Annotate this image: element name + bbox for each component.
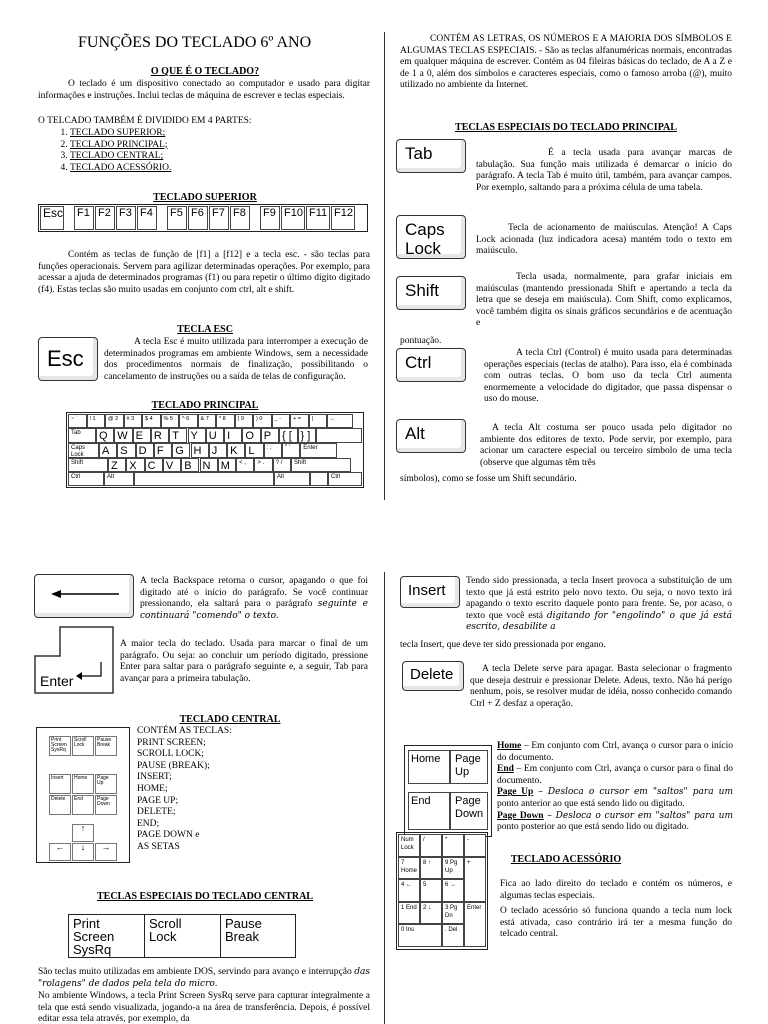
nav-key-pagedown: Page Down [450,792,488,830]
kb-key: Alt [274,472,310,486]
central-keys-diagram [36,727,130,863]
mini-key-pagedown: Page Down [95,795,117,815]
right-arrow-icon: → [95,843,117,861]
enter-key-label: Enter [40,673,74,689]
key-f3: F3 [116,206,136,230]
parts-list [38,128,370,174]
windows-paragraph: No ambiente Windows, a tecla Print Screen SysRq serve para capturar integralmente a tela que está sendo visualizada, jogando-a na área de transferência. Depois, é possível editar essa tela através, por exemplo, da [38,991,370,1024]
kb-key: : ; [264,443,282,458]
numpad-key: 2 ↓ [420,902,442,925]
dos-paragraph [38,967,370,990]
nav-key-end: End [408,792,450,830]
numpad-key: 4 ← [398,879,420,902]
kb-key: A [99,443,117,458]
definition: ponto anterior ao que está sendo lido ou digitado. [497,798,685,809]
insert-paragraph-end: tecla Insert, que deve ter sido pressionada por engano. [400,640,606,650]
kb-key: Y [188,428,206,443]
kb-key: ← [327,414,353,428]
kb-key: & 7 [198,414,217,428]
kb-key: Shift [68,458,108,472]
key-f7: F7 [209,206,229,230]
kb-key: I [224,428,242,443]
kb-key: D [136,443,154,458]
numpad-key: 5 [420,879,442,902]
nav-keys-diagram [404,745,492,837]
nav-key-home: Home [408,750,450,784]
kb-key: Shift [291,458,351,472]
kb-key: Z [108,458,126,472]
kb-key: P [261,428,279,443]
numpad-key: Enter [464,902,486,947]
numpad-diagram [396,832,488,950]
pagedown-description [497,811,733,834]
kb-key: > . [254,458,272,472]
alt-paragraph-end: símbolos), como se fosse um Shift secundário. [400,474,577,484]
kb-key: Q [96,428,114,443]
kb-key: H [191,443,209,458]
numpad-key: 3 Pg Dn [442,902,464,925]
key-label: Pause [225,916,262,931]
kb-key: B [181,458,199,472]
key-esc: Esc [40,206,64,230]
numpad-key: . Del [442,924,464,947]
divided-line: O TELCADO TAMBÉM É DIVIDIDO EM 4 PARTES: [38,116,252,126]
kb-key: ( 9 [235,414,254,428]
kb-key: O [242,428,260,443]
mini-key-scrolllock: Scroll Lock [72,736,94,756]
kb-key: _ - [272,414,291,428]
page-title: FUNÇÕES DO TECLADO 6º ANO [78,34,312,51]
term: Page Up [497,787,534,798]
section-heading-main-keyboard: TECLADO PRINCIPAL [151,400,259,411]
key-label: Lock [149,929,177,944]
backspace-handwritten: seguinte e continuará "comendo" o texto. [140,599,369,621]
insert-paragraph [466,576,732,634]
pageup-description [497,787,733,810]
main-keyboard-diagram [66,412,364,488]
list-item: PRINT SCREEN; [137,737,206,748]
key-f6: F6 [188,206,208,230]
insert-key-icon: Insert [400,576,460,608]
alt-key-icon: Alt [396,419,466,453]
key-f9: F9 [260,206,280,230]
insert-text: Tendo sido pressionada, a tecla Insert provoca a substituição de um texto que já está estrito pelo novo texto. Ou seja, o novo texto irá apagando o texto escrito daquele ponto para frente. Se, por acaso, o texto que você está [466,576,732,621]
kb-key: F [154,443,172,458]
key-f10: F10 [281,206,305,230]
column-divider [384,32,385,500]
key-f2: F2 [95,206,115,230]
esc-paragraph: A tecla Esc é muito utilizada para interromper a execução de determinados programas em ambiente Windows, sem a necessidade dos procedimentos normais de finalização, possibilitando o cancelamento de instruções ou a saída de telas de configuração. [104,337,368,382]
insert-handwritten: digitando for "engolindo" o que já está escrito, desabilite a [466,610,733,633]
dos-text: São teclas muito utilizadas em ambiente DOS, servindo para avanço e interrupção [38,967,352,977]
key-label: SysRq [73,942,112,957]
key-f4: F4 [137,206,157,230]
numpad-key: 8 ↑ [420,857,442,880]
numpad-key: Num Lock [398,834,420,857]
definition: ponto posterior ao que está sendo lido ou digitado. [497,822,689,833]
kb-key: $ 4 [142,414,161,428]
backspace-text: A tecla Backspace retorna o cursor, apagando o que foi digitado até o início do parágrafo. Se você continuar pressionando, ela saltará para o parágrafo [140,576,368,610]
section-heading-special-main: TECLAS ESPECIAIS DO TECLADO PRINCIPAL [455,122,677,133]
term: End [497,764,514,775]
pause-key [221,915,295,957]
mini-key-printscreen: Print Screen SysRq [49,736,71,756]
kb-key: Enter [300,443,337,458]
kb-key [316,428,362,443]
definition: – Desloca o cursor em "saltos" para um [543,810,733,821]
numpad-key: 1 End [398,902,420,925]
definition: – Em conjunto com Ctrl, avança o cursor para o início do documento. [497,741,733,763]
key-f12: F12 [331,206,355,230]
section-heading-special-central: TECLAS ESPECIAIS DO TECLADO CENTRAL [97,891,313,902]
kb-key: ~ ` [68,414,87,428]
section-heading-accessory: TECLADO ACESSÓRIO [510,854,622,865]
kb-key: Ctrl [328,472,362,486]
enter-paragraph: A maior tecla do teclado. Usada para marcar o final de um parágrafo. Ou seja: ao concluir um período digitado, pressione Enter para saltar para o parágrafo seguinte e, a seguir, Tab para avançar para a primeira tabulação. [120,639,368,684]
list-item: PAUSE (BREAK); [137,760,210,771]
numpad-key: * [442,834,464,857]
kb-key: E [133,428,151,443]
numpad-key: + [464,857,486,902]
definition: – Em conjunto com Ctrl, avança o cursor para o final do documento. [497,764,733,786]
shift-key-icon: Shift [396,276,466,310]
kb-key: Ctrl [68,472,104,486]
kb-key: T [169,428,187,443]
numpad-key: 9 Pg Up [442,857,464,880]
nav-key-pageup: Page Up [450,750,488,784]
end-description [497,764,733,787]
tab-key-icon: Tab [396,139,466,173]
kb-key: L [245,443,263,458]
caps-lock-paragraph: Tecla de acionamento de maiúsculas. Atenção! A Caps Lock acionada (luz indicadora acesa) mantém todo o texto em maiúsculo. [476,223,732,257]
list-item: INSERT; [137,772,172,783]
tab-paragraph: É a tecla usada para avançar marcas de tabulação. Sua função mais utilizada é demarcar o início do parágrafo. A tecla Tab é muito útil, também, para avançar campos. Por exemplo, saltando para a próxima célula de uma tabela. [476,148,732,193]
esc-key-icon: Esc [38,337,98,381]
kb-key: ^ 6 [179,414,198,428]
alt-paragraph: A tecla Alt costuma ser pouco usada pelo digitador no ambiente dos editores de texto. Pode servir, por exemplo, para acionar um caractere especial ou terceiro símbolo de uma tecla (observe que algumas têm três [480,423,732,468]
mini-key-end: End [72,795,94,815]
list-item: 1. TECLADO SUPERIOR; [70,128,370,140]
mini-key-insert: Insert [49,774,71,794]
section-heading-top-keyboard: TECLADO SUPERIOR [153,192,257,203]
printscreen-key [69,915,145,957]
kb-key: S [117,443,135,458]
key-f8: F8 [230,206,250,230]
delete-paragraph: A tecla Delete serve para apagar. Basta selecionar o fragmento que deseja destruir e pressionar Delete. Adeus, texto. Não há perigo nenhum, pois, se resolver mudar de idéia, nosso conhecido comando Ctrl + Z desfaz a operação. [470,664,732,709]
kb-key: * 8 [216,414,235,428]
accessory-paragraph-1: Fica ao lado direito do teclado e contém os números, e algumas teclas especiais. [500,879,732,901]
key-label: Print [73,916,100,931]
list-item: DELETE; [137,807,176,818]
term: Home [497,741,522,751]
numpad-key: / [420,834,442,857]
central-special-keys [68,914,296,958]
kb-key: @ 2 [105,414,124,428]
kb-key [310,472,328,486]
delete-key-icon: Delete [402,661,464,691]
backspace-key-icon [34,574,134,618]
definition: – Desloca o cursor em "saltos" para um [533,787,733,798]
list-item: AS SETAS [137,841,180,852]
list-item: 3. TECLADO CENTRAL; [70,151,370,163]
dos-handwritten: das "rolagens" de dados pela tela do micro. [38,967,370,989]
spacebar [134,472,274,486]
list-item: PAGE UP; [137,795,179,806]
kb-key: K [227,443,245,458]
function-keys-row [38,204,368,232]
mini-key-delete: Delete [49,795,71,815]
column-divider [384,572,385,1024]
scrolllock-key [145,915,221,957]
section-heading-esc: TECLA ESC [177,324,233,335]
accessory-paragraph-2: O teclado acessório só funciona quando a tecla num lock está ativada, caso contrário irá ter a mesma função do telcado central. [500,906,732,940]
kb-key: { [ [279,428,298,443]
kb-key: ! 1 [87,414,106,428]
key-f1: F1 [74,206,94,230]
kb-key: " ' [282,443,300,458]
mini-key-pageup: Page Up [95,774,117,794]
key-label: Break [225,929,259,944]
list-item: SCROLL LOCK; [137,749,204,760]
list-item: CONTÉM AS TECLAS: [137,726,232,736]
ctrl-key-icon: Ctrl [396,348,466,382]
backspace-paragraph [140,576,368,622]
kb-key: R [151,428,169,443]
kb-key: C [145,458,163,472]
term: Page Down [497,810,544,821]
mini-key-pause: Pause Break [95,736,117,756]
kb-key: Alt [104,472,134,486]
kb-key: % 5 [161,414,180,428]
kb-key: U [206,428,224,443]
kb-key: W [114,428,132,443]
kb-key: J [209,443,227,458]
list-item: 4. TECLADO ACESSÓRIO. [70,163,370,175]
numpad-key: - [464,834,486,857]
down-arrow-icon: ↓ [72,843,94,861]
list-item: HOME; [137,783,168,794]
left-arrow-icon [43,579,127,609]
up-arrow-icon: ↑ [72,824,94,842]
key-label: Scroll [149,916,182,931]
kb-key: X [126,458,144,472]
kb-key: ) 0 [253,414,272,428]
home-description [497,741,733,764]
kb-key: Tab [68,428,96,443]
kb-key: | [309,414,328,428]
key-f11: F11 [306,206,330,230]
numpad-key: 0 Ins [398,924,442,947]
numpad-key: 6 → [442,879,464,902]
shift-paragraph-end: pontuação. [400,336,442,346]
intro-paragraph: O teclado é um dispositivo conectado ao computador e usado para digitar informações e instruções. Inclui teclas de máquina de escrever e teclas especiais. [38,79,370,101]
kb-key: # 3 [124,414,143,428]
kb-key: < , [236,458,254,472]
caps-lock-key-icon [396,215,466,259]
section-heading-what-is: O QUE É O TECLADO? [150,66,260,77]
enter-key-icon [34,626,114,694]
kb-key: G [172,443,190,458]
numpad-key: 7 Home [398,857,420,880]
mini-key-home: Home [72,774,94,794]
kb-key: + = [290,414,309,428]
ctrl-paragraph: A tecla Ctrl (Control) é muito usada para determinadas operações especiais (teclas de atalho). Para isso, ela é combinada com outras teclas. O bom uso da tecla Ctrl aumenta enormemente a velocidade do digitador, que passa dispensar o uso do mouse. [484,348,732,405]
top-keyboard-paragraph: Contém as teclas de função de [f1] a [f12] e a tecla esc. - são teclas para funções operacionais. Servem para agilizar determinadas operações. Por exemplo, para acessar a ajuda de determinados programas (f1) ou para repetir o último dígito digitado (f4). Estas teclas são muito usadas em conjunto com ctrl, alt e shift. [38,250,370,295]
main-keyboard-description: CONTÉM AS LETRAS, OS NÚMEROS E A MAIORIA DOS SÍMBOLOS E ALGUMAS TECLAS ESPECIAIS. - São as teclas alfanuméricas normais, encontradas em qualquer máquina de escrever. Contém as 04 fileiras básicas do teclado, de A a Z e de 1 a 0, além dos símbolos e caracteres especiais, como o famoso arroba (@), muito utilizado no ambiente da Internet. [400,34,732,91]
central-keys-list [137,726,337,854]
caps-key-label-1: Caps [405,220,445,239]
list-item: END; [137,818,160,829]
shift-paragraph: Tecla usada, normalmente, para grafar iniciais em maiúsculas (mantendo pressionada Shift e apertando a tecla da letra que se deseja em maiúscula). Com Shift, como explicamos, você também digita os sinais gráficos secundários e de acentuação e [476,272,732,329]
list-item: 2. TECLADO PRINCIPAL; [70,140,370,152]
section-heading-central: TECLADO CENTRAL [179,714,281,725]
kb-key: M [218,458,236,472]
nav-keys-description [497,741,733,834]
kb-key: Caps Lock [68,443,99,458]
key-label: Screen [73,929,115,944]
kb-key: V [163,458,181,472]
caps-key-label-2: Lock [405,239,441,258]
kb-key: N [200,458,218,472]
left-arrow-key-icon: ← [49,843,71,861]
kb-key: ? / [273,458,291,472]
list-item: PAGE DOWN e [137,830,200,841]
kb-key: } ] [298,428,317,443]
key-f5: F5 [167,206,187,230]
